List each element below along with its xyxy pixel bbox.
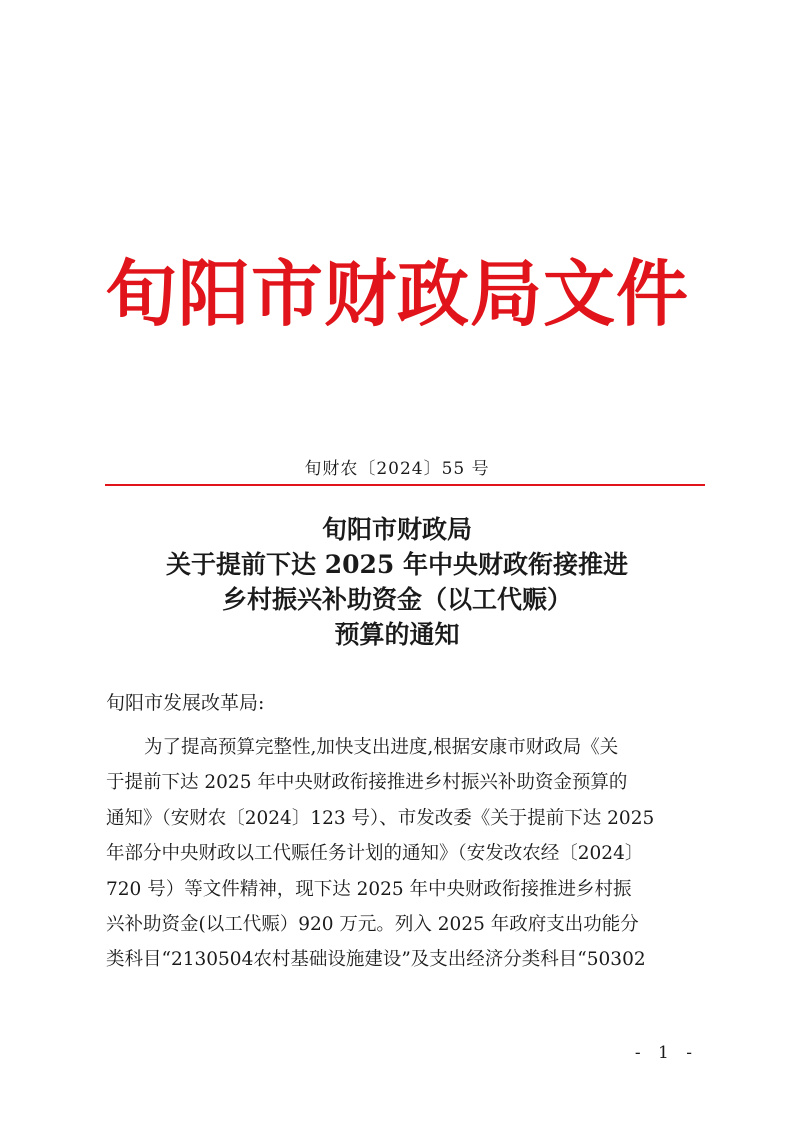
body-line: 类科目“2130504农村基础设施建设”及支出经济分类科目“50302 [106,949,646,971]
body-line: 720 号）等文件精神，现下达 2025 年中央财政衔接推进乡村振 [106,878,632,900]
body-text [106,730,692,978]
body-line: 通知》（安财农〔2024〕123 号）、市发改委《关于提前下达 2025 [106,807,655,829]
red-divider-line [105,484,705,486]
title-line: 乡村振兴补助资金（以工代赈） [221,585,572,614]
title-line: 关于提前下达 2025 年中央财政衔接推进 [166,550,628,579]
body-line: 兴补助资金(以工代赈）920 万元。列入 2025 年政府支出功能分 [106,913,639,935]
recipient-salutation: 旬阳市发展改革局: [106,692,265,714]
document-issuer-title: 旬阳市财政局文件 [104,251,689,336]
body-line: 年部分中央财政以工代赈任务计划的通知》（安发改农经〔2024〕 [106,843,644,865]
page-number: - 1 - [634,1043,698,1063]
document-number: 旬财农〔2024〕55 号 [304,459,490,479]
title-line: 旬阳市财政局 [321,515,472,544]
body-line: 于提前下达 2025 年中央财政衔接推进乡村振兴补助资金预算的 [106,772,628,794]
body-line: 为了提高预算完整性,加快支出进度,根据安康市财政局《关 [144,737,619,758]
title-line: 预算的通知 [334,620,460,649]
document-title [0,512,794,652]
